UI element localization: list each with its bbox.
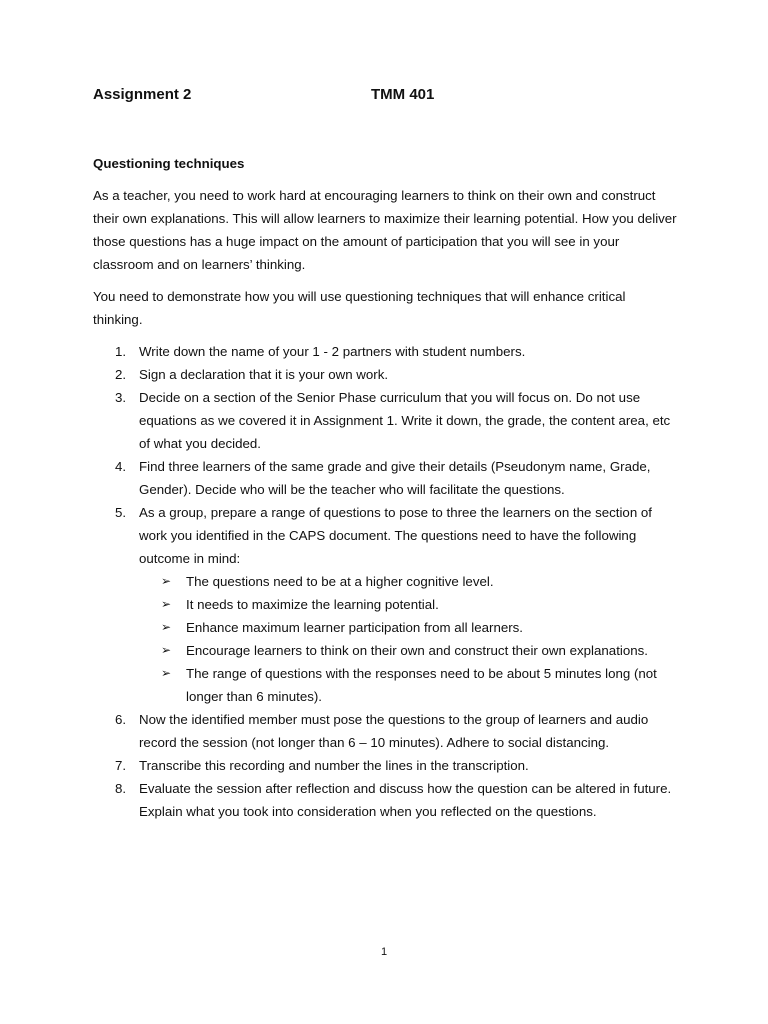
task-text: Decide on a section of the Senior Phase curriculum that you will focus on. Do not use equations as we covered it in Assignment 1. Write it down, the grade, the content area, etc of what you decided.: [139, 390, 671, 451]
document-header: [93, 86, 693, 108]
assignment-title: Assignment 2: [93, 86, 192, 103]
task-item-2: [93, 363, 678, 386]
outcome-item: [139, 570, 678, 593]
arrow-bullet-icon: ➢: [161, 666, 172, 680]
task-text: Find three learners of the same grade and give their details (Pseudonym name, Grade, Gender). Decide who will be the teacher who will facilitate the questions.: [139, 459, 651, 497]
task-item-5: [93, 501, 678, 708]
task-number: 6.: [115, 712, 127, 727]
outcome-text: The questions need to be at a higher cognitive level.: [186, 574, 494, 589]
outcome-text: Encourage learners to think on their own and construct their own explanations.: [186, 643, 648, 658]
task-item-7: [93, 754, 678, 777]
arrow-bullet-icon: ➢: [161, 597, 172, 611]
outcome-item: [139, 616, 678, 639]
outcome-item: [139, 593, 678, 616]
page-number: 1: [380, 946, 388, 958]
task-number: 8.: [115, 781, 127, 796]
outcome-item: [139, 662, 678, 708]
task-number: 2.: [115, 367, 127, 382]
task-text: Evaluate the session after reflection and discuss how the question can be altered in future. Explain what you took into consideration when you reflected on the questions.: [139, 781, 672, 819]
task-item-4: [93, 455, 678, 501]
task-number: 7.: [115, 758, 127, 773]
section-title: Questioning techniques: [93, 156, 245, 171]
intro-paragraph: As a teacher, you need to work hard at encouraging learners to think on their own and construct their own explanations. This will allow learners to maximize their learning potential. How you deliver those questions has a huge impact on the amount of participation that you will see in your classroom and on learners’ thinking.: [93, 188, 677, 272]
arrow-bullet-icon: ➢: [161, 574, 172, 588]
task-text: Transcribe this recording and number the lines in the transcription.: [139, 758, 529, 773]
instruction-paragraph: You need to demonstrate how you will use questioning techniques that will enhance critical thinking.: [93, 289, 626, 327]
task-item-6: [93, 708, 678, 754]
outcome-text: It needs to maximize the learning potential.: [186, 597, 439, 612]
task-list: [93, 340, 678, 823]
course-code: TMM 401: [371, 86, 435, 103]
task-item-3: [93, 386, 678, 455]
task-number: 5.: [115, 505, 127, 520]
task-text: Sign a declaration that it is your own work.: [139, 367, 389, 382]
outcome-text: Enhance maximum learner participation from all learners.: [186, 620, 523, 635]
task-text: As a group, prepare a range of questions to pose to three the learners on the section of work you identified in the CAPS document. The questions need to have the following outcome in mind:: [139, 505, 653, 566]
task-text: Write down the name of your 1 - 2 partners with student numbers.: [139, 344, 526, 359]
task-item-8: [93, 777, 678, 823]
task-number: 4.: [115, 459, 127, 474]
outcome-item: [139, 639, 678, 662]
outcome-list: [139, 570, 678, 708]
task-text: Now the identified member must pose the questions to the group of learners and audio record the session (not longer than 6 – 10 minutes). Adhere to social distancing.: [139, 712, 649, 750]
document-body: [93, 152, 678, 823]
task-number: 3.: [115, 390, 127, 405]
outcome-text: The range of questions with the responses need to be about 5 minutes long (not longer than 6 minutes).: [186, 666, 657, 704]
arrow-bullet-icon: ➢: [161, 643, 172, 657]
task-number: 1.: [115, 344, 127, 359]
task-item-1: [93, 340, 678, 363]
arrow-bullet-icon: ➢: [161, 620, 172, 634]
